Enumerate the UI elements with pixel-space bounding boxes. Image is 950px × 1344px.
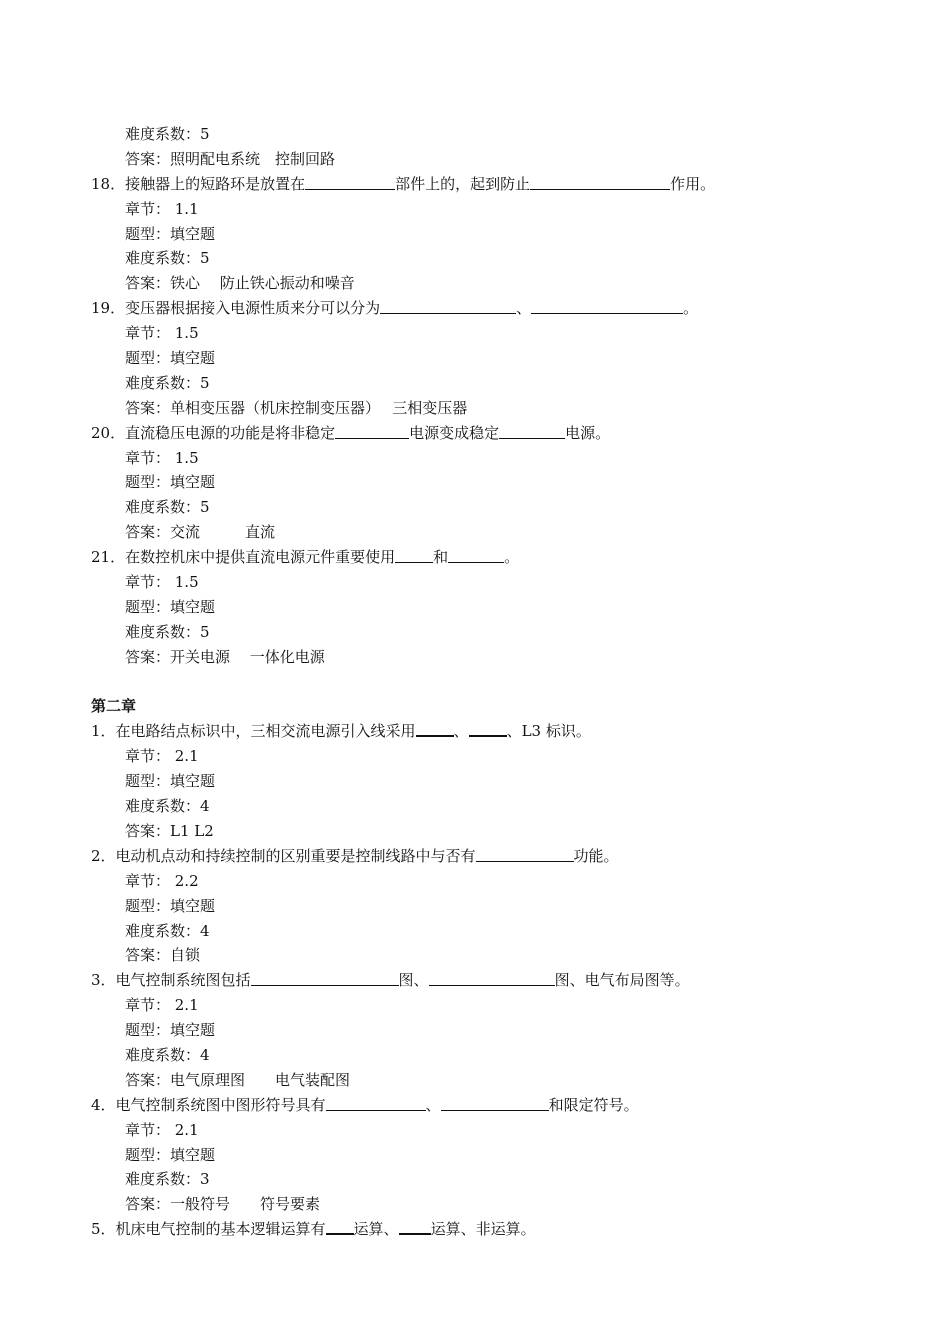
question-detail: 难度系数：5 xyxy=(125,373,210,392)
question-segment: 和 xyxy=(433,548,449,567)
question-segment: 作用。 xyxy=(670,174,716,193)
question-detail: 难度系数：4 xyxy=(125,1045,210,1064)
question-text xyxy=(0,1093,950,1118)
question-detail: 难度系数：5 xyxy=(125,249,210,268)
question-detail: 题型：填空题 xyxy=(125,473,216,492)
answer-blank xyxy=(429,971,555,986)
answer-blank xyxy=(326,1219,354,1235)
answer-blank xyxy=(476,847,574,862)
answer-blank xyxy=(499,424,565,439)
question-text xyxy=(0,719,950,744)
question-segment: 20．直流稳压电源的功能是将非稳定 xyxy=(91,423,336,442)
question-detail: 章节： 2.2 xyxy=(125,871,199,890)
answer-blank xyxy=(441,1096,549,1111)
answer-blank xyxy=(326,1096,426,1111)
question-detail: 答案：L1 L2 xyxy=(125,821,214,840)
question-text xyxy=(0,296,950,321)
question-detail: 题型：填空题 xyxy=(125,896,216,915)
question-segment: 3．电气控制系统图包括 xyxy=(91,971,251,990)
question-detail: 答案：照明配电系统 控制回路 xyxy=(125,149,336,168)
question-detail: 章节： 1.1 xyxy=(125,199,199,218)
spacer xyxy=(0,670,950,695)
question-text xyxy=(0,1217,950,1242)
question-text xyxy=(0,968,950,993)
question-segment: 4．电气控制系统图中图形符号具有 xyxy=(91,1095,326,1114)
answer-blank xyxy=(448,548,504,563)
question-detail: 难度系数：4 xyxy=(125,921,210,940)
question-segment: 、 xyxy=(453,722,469,741)
question-text xyxy=(0,172,950,197)
question-segment: 运算、非运算。 xyxy=(430,1220,536,1239)
answer-blank xyxy=(251,971,399,986)
question-segment: 运算、 xyxy=(353,1220,399,1239)
question-detail: 题型：填空题 xyxy=(125,772,216,791)
question-segment: 、 xyxy=(516,299,532,318)
question-segment: 18．接触器上的短路环是放置在 xyxy=(91,174,306,193)
question-detail: 题型：填空题 xyxy=(125,597,216,616)
question-detail: 题型：填空题 xyxy=(125,349,216,368)
question-detail: 章节： 1.5 xyxy=(125,448,199,467)
question-segment: 电源变成稳定 xyxy=(409,423,500,442)
question-detail: 章节： 2.1 xyxy=(125,996,199,1015)
question-segment: 图、 xyxy=(398,971,429,990)
answer-blank xyxy=(469,721,507,737)
answer-blank xyxy=(530,175,670,190)
question-detail: 答案：开关电源 一体化电源 xyxy=(125,647,325,666)
question-detail: 难度系数：5 xyxy=(125,125,210,143)
question-detail: 难度系数：3 xyxy=(125,1170,210,1189)
answer-blank xyxy=(395,548,433,563)
question-segment: 、 xyxy=(425,1095,441,1114)
answer-blank xyxy=(416,721,454,737)
question-detail: 题型：填空题 xyxy=(125,1145,216,1164)
answer-blank xyxy=(335,424,409,439)
question-segment: 图、电气布局图等。 xyxy=(554,971,690,990)
question-segment: 1．在电路结点标识中，三相交流电源引入线采用 xyxy=(91,722,416,741)
question-text xyxy=(0,545,950,570)
question-detail: 章节： 2.1 xyxy=(125,1120,199,1139)
question-segment: 。 xyxy=(683,299,699,318)
question-detail: 答案：自锁 xyxy=(125,946,201,965)
question-text xyxy=(0,421,950,446)
document-page xyxy=(0,122,950,1242)
answer-blank xyxy=(380,299,516,314)
question-segment: 、L3 标识。 xyxy=(506,722,591,741)
question-detail: 章节： 1.5 xyxy=(125,573,199,592)
question-segment: 19．变压器根据接入电源性质来分可以分为 xyxy=(91,299,381,318)
question-detail: 难度系数：5 xyxy=(125,622,210,641)
answer-blank xyxy=(531,299,683,314)
question-segment: 电源。 xyxy=(565,423,611,442)
answer-blank xyxy=(399,1219,431,1235)
question-detail: 答案：一般符号 符号要素 xyxy=(125,1195,321,1214)
question-segment: 和限定符号。 xyxy=(548,1095,639,1114)
question-segment: 2．电动机点动和持续控制的区别重要是控制线路中与否有 xyxy=(91,846,476,865)
question-detail: 答案：铁心 防止铁心振动和噪音 xyxy=(125,274,355,293)
answer-blank xyxy=(305,175,395,190)
question-detail: 题型：填空题 xyxy=(125,1021,216,1040)
question-detail: 难度系数：4 xyxy=(125,797,210,816)
question-detail: 题型：填空题 xyxy=(125,224,216,243)
question-detail: 答案：单相变压器（机床控制变压器） 三相变压器 xyxy=(125,398,468,417)
question-detail: 难度系数：5 xyxy=(125,498,210,517)
question-segment: 5．机床电气控制的基本逻辑运算有 xyxy=(91,1220,326,1239)
chapter-heading: 第二章 xyxy=(91,697,137,716)
question-detail: 章节： 2.1 xyxy=(125,747,199,766)
question-segment: 21．在数控机床中提供直流电源元件重要使用 xyxy=(91,548,396,567)
question-segment: 部件上的，起到防止 xyxy=(395,174,531,193)
question-text xyxy=(0,844,950,869)
question-segment: 功能。 xyxy=(573,846,619,865)
question-detail: 答案：电气原理图 电气装配图 xyxy=(125,1070,351,1089)
question-detail: 答案：交流 直流 xyxy=(125,523,276,542)
question-segment: 。 xyxy=(504,548,520,567)
question-detail: 章节： 1.5 xyxy=(125,324,199,343)
